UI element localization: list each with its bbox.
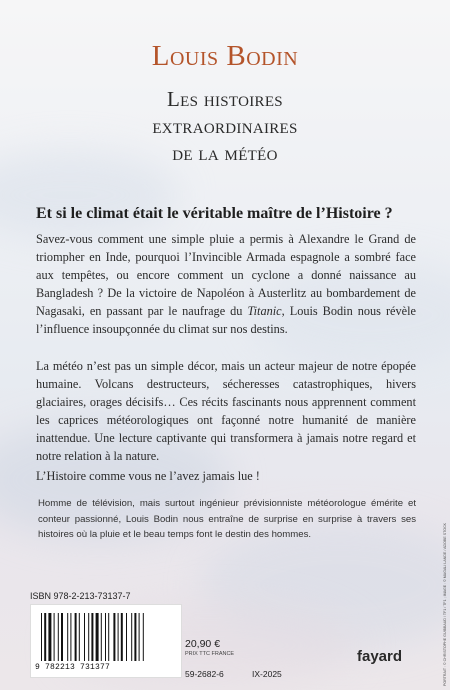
- author-name: Louis Bodin: [151, 40, 299, 72]
- barcode-bar: [44, 613, 46, 661]
- barcode-bar: [61, 613, 63, 661]
- barcode-bar: [108, 613, 109, 661]
- barcode-bar: [79, 613, 80, 661]
- barcode-bars-icon: [39, 613, 173, 663]
- barcode-bar: [143, 613, 144, 661]
- blurb-headline: Et si le climat était le véritable maître de l’Histoire ?: [36, 205, 393, 222]
- barcode-bar: [67, 613, 68, 661]
- blurb-tagline: L’Histoire comme vous ne l’avez jamais lue !: [36, 469, 260, 483]
- barcode-bar: [91, 613, 93, 661]
- titanic-italic: Titanic: [247, 304, 282, 319]
- barcode-bar: [48, 613, 51, 661]
- price: 20,90 €: [185, 638, 221, 650]
- book-title-line-3: de la météo: [172, 141, 278, 165]
- photo-credit-text: PORTRAIT : © CHRISTOPHE GUIBBAUD / TF1 / TF1 ; IMAGE : © MAGALI LANDE / ADOBE STOCK: [443, 522, 447, 686]
- paragraph-1-text-a: Savez-vous comment une simple pluie a permis à Alexandre le Grand de triompher en Inde, pourquoi l’Invincible Armada espagnole a sombré face aux tempêtes, ou encore comment un cyclone a donné naissance au Bangladesh ? De la victoire de Napoléon à Austerlitz au bombardement de Nagasaki, en passant par le naufrage du: [36, 232, 416, 319]
- barcode-bar: [101, 613, 102, 661]
- barcode-bar: [84, 613, 85, 661]
- barcode: [30, 604, 182, 678]
- author-bio: Homme de télévision, mais surtout ingénieur prévisionniste météorologue émérite et conteur passionné, Louis Bodin nous entraîne de surprise en surprise à travers ses histoires où la pluie et le beau temps font le destin des hommes.: [38, 498, 416, 540]
- barcode-bar: [105, 613, 106, 661]
- barcode-bar: [96, 613, 99, 661]
- barcode-bar: [88, 613, 89, 661]
- barcode-bar: [54, 613, 55, 661]
- price-note: PRIX TTC FRANCE: [185, 651, 235, 657]
- blurb-paragraph-1: [36, 230, 416, 339]
- barcode-bar: [131, 613, 132, 661]
- barcode-bar: [70, 613, 71, 661]
- barcode-digits: 9 782213 731377: [35, 663, 111, 672]
- book-title-line-2: extraordinaires: [152, 114, 298, 138]
- barcode-bar: [113, 613, 115, 661]
- barcode-bar: [41, 613, 42, 661]
- barcode-bar: [134, 613, 136, 661]
- blurb-paragraph-2: La météo n’est pas un simple décor, mais un acteur majeur de notre épopée humaine. Volcans destructeurs, sécheresses catastrophiques, hivers glaciaires, orages décisifs… Ces récits fascinants nous apprennent comment les caprices météorologiques ont façonné notre humanité de manière inattendue. Une lecture captivante qui transformera à jamais notre regard et notre relation à la nature.: [36, 359, 416, 464]
- photo-credit: [436, 522, 447, 686]
- barcode-bar: [118, 613, 119, 661]
- paragraph-1-text-b: , Louis Bodin nous révèle l’influence insoupçonnée du climat sur nos destins.: [36, 304, 416, 337]
- print-code: IX-2025: [252, 669, 282, 679]
- barcode-bar: [75, 613, 77, 661]
- barcode-bar: [139, 613, 140, 661]
- book-title-line-1: Les histoires: [167, 87, 283, 111]
- reference-code: 59-2682-6: [185, 669, 224, 679]
- barcode-bar: [121, 613, 123, 661]
- barcode-bar: [126, 613, 127, 661]
- barcode-bar: [58, 613, 59, 661]
- isbn-text: ISBN 978-2-213-73137-7: [30, 591, 131, 601]
- publisher-logo: fayard: [357, 648, 403, 665]
